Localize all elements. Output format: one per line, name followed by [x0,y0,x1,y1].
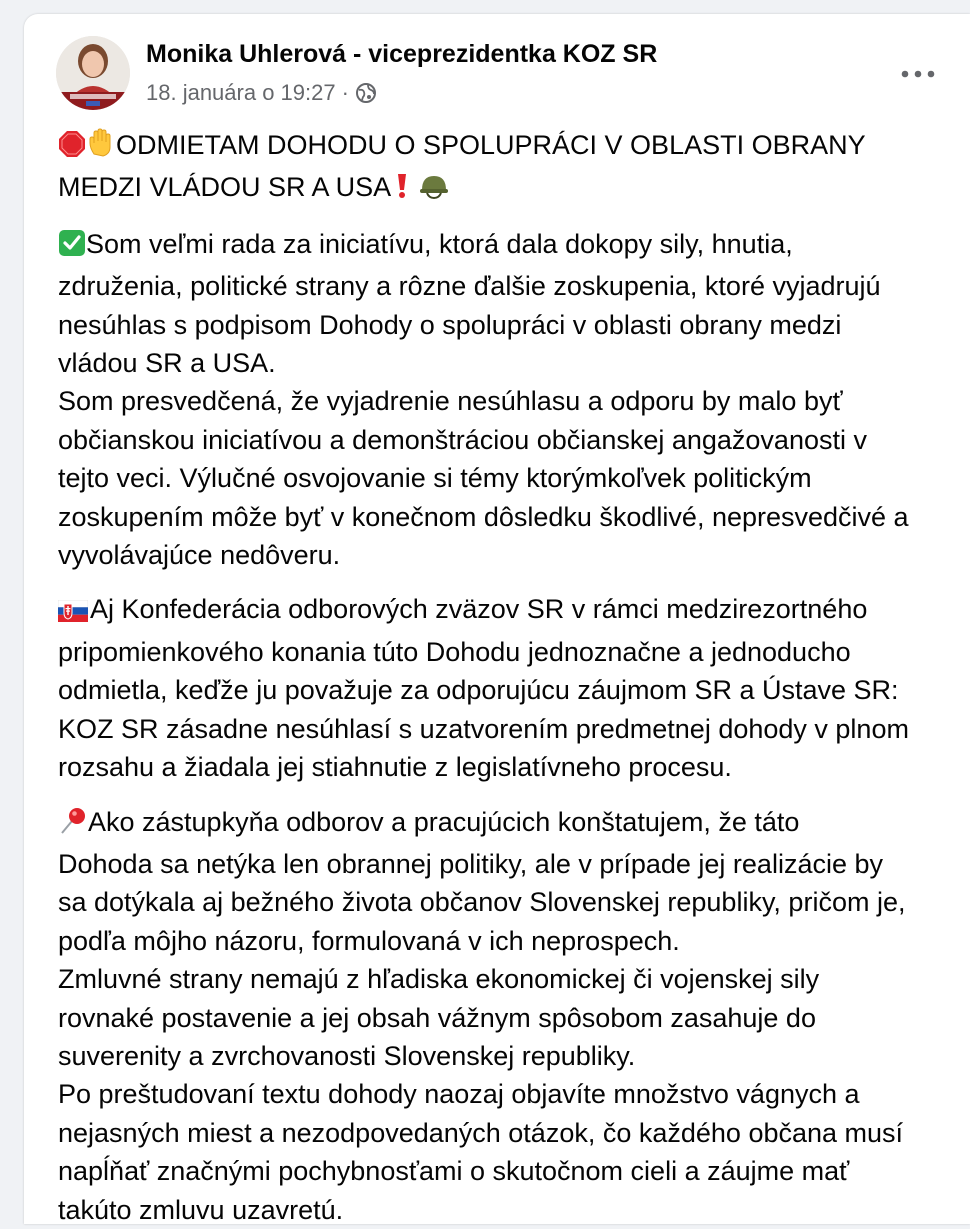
paragraph-koz [58,590,958,786]
text-line: odmietla, keďže ju považuje za odporujúcu záujmom SR a Ústave SR: [58,675,899,706]
text-line: Po preštudovaní textu dohody naozaj objavíte množstvo vágnych a [58,1079,860,1110]
meta-separator: · [341,80,349,105]
stop-sign-icon [58,130,86,168]
author-avatar[interactable] [56,36,130,110]
text-line: Dohoda sa netýka len obrannej politiky, ale v prípade jej realizácie by [58,848,883,879]
text-line: Aj Konfederácia odborových zväzov SR v rámci medzirezortného [90,594,868,625]
text-line: nesúhlas s podpisom Dohody o spolupráci v oblasti obrany medzi [58,309,842,340]
headline-line-1: ODMIETAM DOHODU O SPOLUPRÁCI V OBLASTI OBRANY [116,130,866,160]
text-line: vládou SR a USA. [58,348,276,379]
text-line: Zmluvné strany nemajú z hľadiska ekonomickej či vojenskej sily [58,964,820,995]
post-meta [146,80,377,106]
military-helmet-icon [419,172,449,210]
round-pushpin-icon [58,807,88,845]
paragraph-position [58,803,958,1229]
text-line: Som presvedčená, že vyjadrenie nesúhlasu a odporu by malo byť [58,386,843,417]
text-line: suverenity a zvrchovanosti Slovenskej republiky. [58,1040,636,1071]
text-line: napĺňať značnými pochybnosťami o skutočnom cieli a záujme mať [58,1156,850,1187]
text-line: podľa môjho názoru, formulovaná v ich neprospech. [58,925,680,956]
post-header [56,36,950,116]
text-line: nejasných miest a nezodpovedaných otázok, čo každého občana musí [58,1117,904,1148]
text-line: Som veľmi rada za iniciatívu, ktorá dala dokopy sily, hnutia, [86,228,793,259]
text-line: vyvolávajúce nedôveru. [58,540,341,571]
text-line: KOZ SR zásadne nesúhlasí s uzatvorením predmetnej dohody v plnom [58,713,909,744]
text-line: Ako zástupkyňa odborov a pracujúcich konštatujem, že táto [88,806,800,837]
headline-line-2: MEDZI VLÁDOU SR A USA [58,172,392,203]
check-mark-icon [58,229,86,267]
text-line: zoskupením môže byť v konečnom dôsledku škodlivé, nepresvedčivé a [58,501,909,532]
post-card [24,14,970,1224]
text-line: tejto veci. Výlučné osvojovanie si témy ktorýmkoľvek politickým [58,463,812,494]
text-line: takúto zmluvu uzavretú. [58,1194,344,1225]
post-body [58,126,958,1229]
text-line: pripomienkového konania túto Dohodu jednoznačne a jednoducho [58,636,851,667]
text-line: združenia, politické strany a rôzne ďalšie zoskupenia, ktoré vyjadrujú [58,271,881,302]
more-options-icon [901,70,935,78]
more-options-button[interactable] [896,58,940,90]
author-name[interactable]: Monika Uhlerová - viceprezidentka KOZ SR [146,40,658,68]
post-date[interactable]: 18. januára o 19:27 [146,80,336,105]
headline [58,126,958,211]
text-line: rovnaké postavenie a jej obsah vážnym spôsobom zasahuje do [58,1002,816,1033]
paragraph-initiative [58,225,958,575]
text-line: sa dotýkala aj bežného života občanov Slovenskej republiky, pričom je, [58,887,906,918]
globe-icon [355,82,377,104]
raised-hand-icon [86,128,116,168]
text-line: občianskou iniciatívou a demonštráciou občianskej angažovanosti v [58,424,867,455]
text-line: rozsahu a žiadala jej stiahnutie z legislatívneho procesu. [58,752,732,783]
slovak-flag-icon [58,594,88,632]
red-exclamation-icon [395,172,409,210]
